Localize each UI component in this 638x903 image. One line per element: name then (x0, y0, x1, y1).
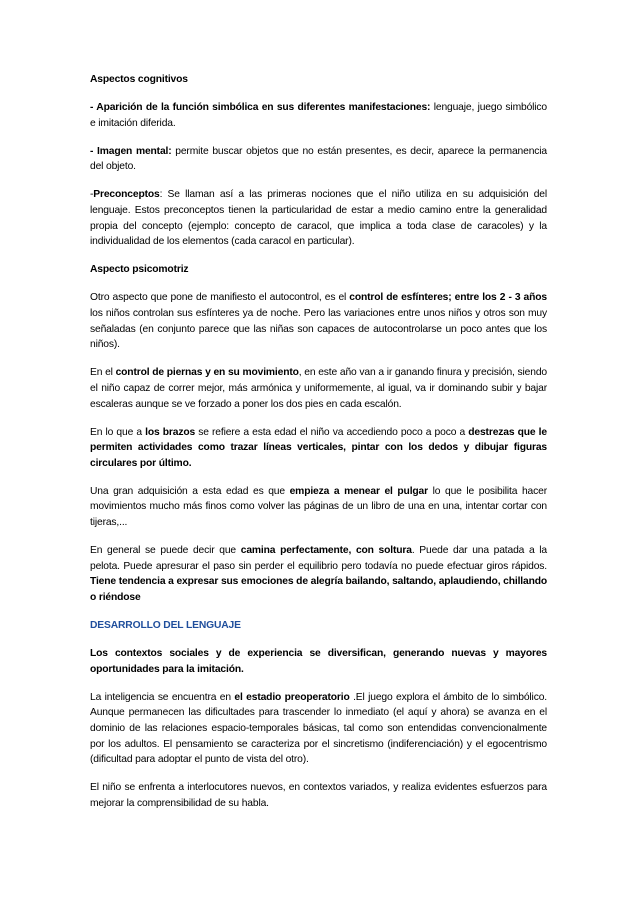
paragraph-contextos-sociales (90, 646, 547, 677)
body-text: Otro aspecto que pone de manifiesto el autocontrol, es el (90, 292, 350, 304)
body-text: : Se llaman así a las primeras nociones que el niño utiliza en su adquisición del lenguaje. Estos preconceptos tienen la particularidad de estar a medio camino entre la generalidad propia del concepto (ejemplo: concepto de caracol, que implica a toda clase de caracoles) y la individualidad de los elementos (cada caracol en particular). (90, 189, 547, 248)
body-text: , en este año van a ir ganando finura y precisión, siendo el niño capaz de correr mejor, más armónica y uniformemente, al igual, va ir dominando subir y bajar escaleras aunque se ve forzado a poner los dos pies en cada escalón. (90, 367, 547, 410)
heading-aspectos-cognitivos: Aspectos cognitivos (90, 74, 188, 85)
body-text: La inteligencia se encuentra en (90, 691, 235, 703)
bold-text: Los contextos sociales y de experiencia se diversifican, generando nuevas y mayores oportunidades para la imitación. (90, 648, 547, 675)
paragraph-inteligencia (90, 690, 547, 768)
paragraph-funcion-simbolica (90, 100, 547, 131)
body-text: El niño se enfrenta a interlocutores nuevos, en contextos variados, y realiza evidentes esfuerzos para mejorar la comprensibilidad de su habla. (90, 782, 547, 809)
paragraph-camina (90, 543, 547, 605)
bold-text: camina perfectamente, con soltura (240, 545, 412, 557)
paragraph-imagen-mental (90, 144, 547, 175)
body-text: lo que le posibilita hacer movimientos mucho más finos como volver las páginas de un libro de una en una, intentar cortar con tijeras,... (90, 485, 547, 529)
bold-text: Tiene tendencia a expresar sus emociones de alegría bailando, saltando, aplaudiendo, chillando o riéndose (90, 576, 547, 603)
body-text: . Puede dar una patada a la pelota. Puede apresurar el paso sin perder el equilibrio pero todavía no puede efectuar giros rápidos. (90, 545, 547, 572)
document-page (90, 72, 547, 824)
body-text: En el (90, 367, 116, 379)
bold-text: empieza a menear el pulgar (289, 485, 428, 497)
bold-text: - Imagen mental: (90, 145, 172, 157)
bold-text: los brazos (145, 426, 196, 438)
body-text: - (90, 189, 94, 201)
bold-text: control de piernas y en su movimiento (115, 367, 299, 379)
bold-text: control de esfínteres; entre los 2 - 3 años (349, 292, 547, 304)
paragraph-pulgar (90, 484, 547, 531)
body-text: .El juego explora el ámbito de lo simbólico. Aunque permanecen las dificultades para trascender lo inmediato (el aquí y ahora) se avanza en el dominio de las relaciones espacio-temporales básicas, tal como son entendidas convencionalmente por los adultos. El pensamiento se caracteriza por el sincretismo (indiferenciación) y el egocentrismo (dificultad para adoptar el punto de vista del otro). (90, 691, 547, 766)
paragraph-control-piernas (90, 365, 547, 412)
body-text: permite buscar objetos que no están presentes, es decir, aparece la permanencia del objeto. (90, 145, 547, 173)
paragraph-control-esfinteres (90, 290, 547, 352)
body-text: se refiere a esta edad el niño va accediendo poco a poco a (195, 426, 469, 438)
body-text: En lo que a (90, 426, 146, 438)
bold-text: Preconceptos (93, 189, 160, 201)
paragraph-interlocutores (90, 780, 547, 811)
heading-desarrollo-lenguaje: DESARROLLO DEL LENGUAJE (90, 620, 241, 632)
body-text: Una gran adquisición a esta edad es que (90, 485, 290, 497)
body-text: lenguaje, juego simbólico e imitación diferida. (90, 102, 547, 129)
body-text: En general se puede decir que (90, 545, 241, 557)
heading-aspecto-psicomotriz: Aspecto psicomotriz (90, 264, 189, 276)
bold-text: destrezas que le permiten actividades como trazar líneas verticales, pintar con los dedos y dibujar figuras circulares por último. (90, 426, 547, 469)
bold-text: el estadio preoperatorio (234, 691, 350, 703)
paragraph-brazos (90, 425, 547, 472)
body-text: los niños controlan sus esfínteres ya de noche. Pero las variaciones entre unos niños y otros son muy señaladas (en conjunto parece que las niñas son capaces de autocontrolarse un poco antes que los niños). (90, 308, 547, 351)
bold-text: - Aparición de la función simbólica en sus diferentes manifestaciones: (90, 102, 431, 114)
paragraph-preconceptos (90, 187, 547, 249)
